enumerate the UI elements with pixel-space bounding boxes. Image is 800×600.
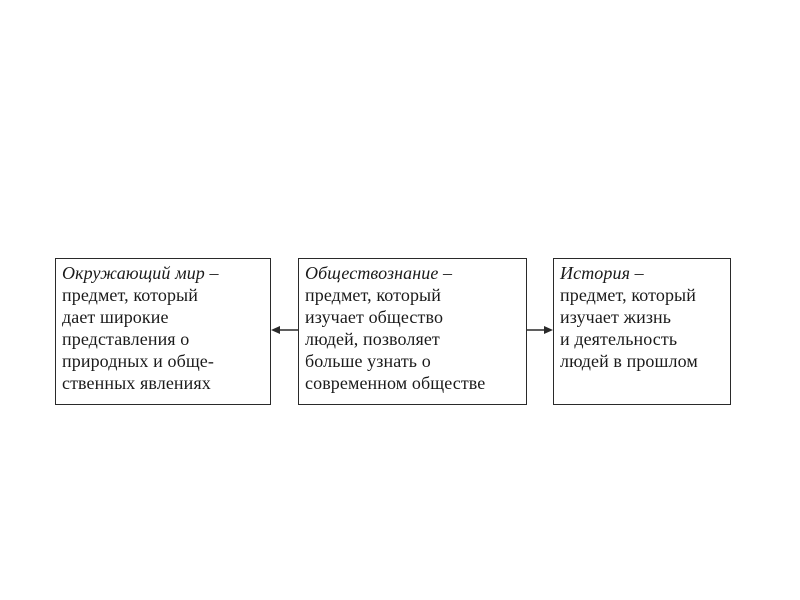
box-text-line: представления о [62,329,190,349]
box-text-line: изучает жизнь [560,307,672,327]
box-text-line: людей в прошлом [560,351,698,371]
box-text-line: людей, позволяет [305,329,440,349]
box-surrounding-world [55,258,271,405]
box-history [553,258,731,405]
arrowhead-left-icon [271,326,280,334]
box-text-line: предмет, который [560,285,696,305]
box-text-line: ственных явлениях [62,373,211,393]
arrowhead-right-icon [544,326,553,334]
box-social-studies [298,258,527,405]
box-title-line [305,262,520,284]
title-dash: – [204,263,219,283]
box-text-line: современном обществе [305,373,486,393]
box-text-line: больше узнать о [305,351,431,371]
term-history: История [560,263,631,283]
term-social-studies: Обществознание [305,263,439,283]
box-title-line [62,262,264,284]
box-text-line: природных и обще- [62,351,214,371]
box-text-line: и деятельность [560,329,678,349]
box-text-line: предмет, который [62,285,198,305]
box-title-line [560,262,724,284]
term-surrounding-world: Окружающий мир [62,263,205,283]
box-text-line: предмет, который [305,285,441,305]
title-dash: – [438,263,453,283]
title-dash: – [630,263,644,283]
box-text-line: изучает общество [305,307,444,327]
box-text-line: дает широкие [62,307,169,327]
